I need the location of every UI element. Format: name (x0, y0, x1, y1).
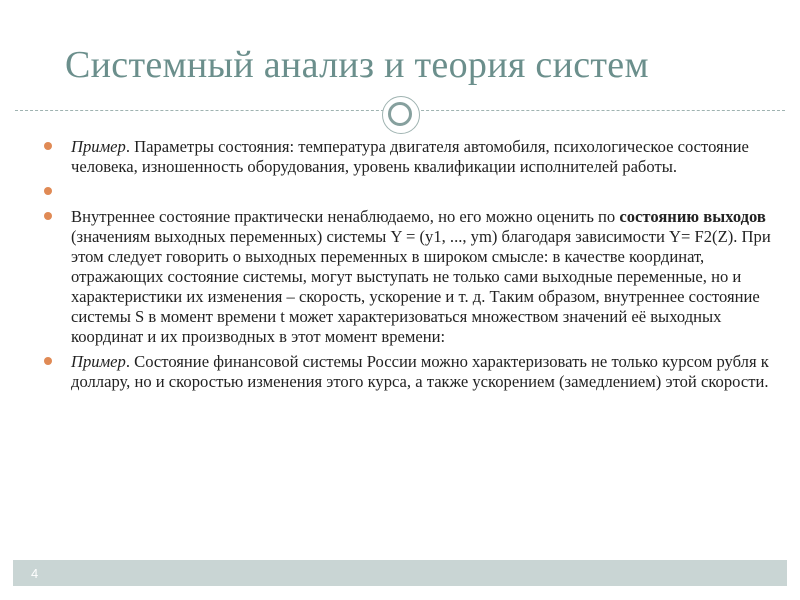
slide-title: Системный анализ и теория систем (65, 44, 649, 86)
bullet-paragraph-4 (33, 352, 773, 392)
footer-band (13, 560, 787, 586)
content-area (13, 13, 787, 560)
example-label: Пример (71, 137, 126, 156)
bullet-paragraph-3 (33, 207, 773, 347)
bullet-dot-icon (44, 187, 52, 195)
bullet-paragraph-1 (33, 137, 773, 177)
paragraph-text-end: (значениям выходных переменных) системы Y = (y1, ..., ym) благодаря зависимости Y= F2(Z). При этом следует говорить о выходных переменных в широком смысле: в качестве координат, отражающих состояние системы, могут выступать не только сами выходные переменные, но и характеристики их изменения – скорость, ускорение и т. д. Таким образом, внутреннее состояние системы S в момент времени t может характеризоваться множеством значений её выходных координат и их производных в этот момент времени: (71, 227, 771, 346)
bullet-dot-icon (44, 212, 52, 220)
paragraph-text-start: Внутреннее состояние практически ненаблюдаемо, но его можно оценить по (71, 207, 620, 226)
bullet-paragraph-2 (33, 182, 773, 202)
slide-body (33, 137, 773, 397)
paragraph-text: . Параметры состояния: температура двигателя автомобиля, психологическое состояние человека, изношенность оборудования, уровень квалификации исполнителей работы. (71, 137, 749, 176)
divider-circle-ornament (382, 96, 420, 134)
paragraph-text: . Состояние финансовой системы России можно характеризовать не только курсом рубля к доллару, но и скоростью изменения этого курса, а также ускорением (замедлением) этой скорости. (71, 352, 769, 391)
page-number: 4 (31, 566, 39, 581)
bullet-dot-icon (44, 357, 52, 365)
bullet-dot-icon (44, 142, 52, 150)
slide-frame (13, 13, 787, 586)
example-label: Пример (71, 352, 126, 371)
ring-icon (388, 102, 412, 126)
emphasized-term: состоянию выходов (619, 207, 766, 226)
